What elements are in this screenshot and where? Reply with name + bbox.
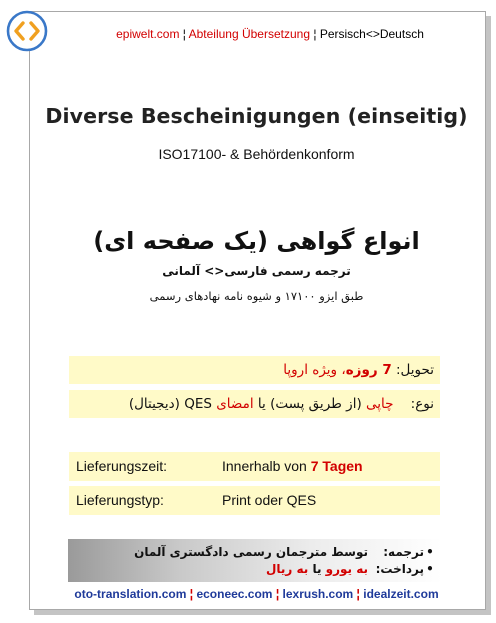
header-separator: ¦ (310, 27, 320, 41)
link-separator: ¦ (353, 587, 364, 601)
header-line (70, 27, 470, 41)
payment-euro: به یورو (325, 562, 368, 576)
code-brackets-icon (6, 10, 48, 52)
persian-delivery-label: تحویل: (391, 362, 434, 378)
footer-links (29, 587, 484, 601)
persian-type-digital: QES (دیجیتال) (128, 396, 217, 412)
document-subtitle: ISO17100- & Behördenkonform (158, 146, 355, 162)
department-name: Abteilung Übersetzung (188, 27, 311, 41)
delivery-time-label: Lieferungszeit: (76, 458, 168, 474)
persian-delivery-region: ، ویژه اروپا (283, 362, 346, 378)
header-separator: ¦ (179, 27, 189, 41)
link-econeec[interactable]: econeec.com (196, 587, 273, 601)
persian-delivery-days: 7 روزه (345, 362, 392, 378)
document-title: Diverse Bescheinigungen (einseitig) (45, 104, 468, 128)
payment-label: پرداخت: (375, 562, 424, 576)
german-delivery-box (69, 452, 440, 481)
site-name: epiwelt.com (116, 27, 180, 41)
payment-rial: به ریال (265, 562, 309, 576)
translation-label: ترجمه: (383, 545, 424, 559)
bullet: • (426, 562, 434, 576)
delivery-time-value (222, 452, 363, 481)
bullet: • (426, 545, 434, 559)
link-idealzeit[interactable]: idealzeit.com (363, 587, 439, 601)
persian-subtitle: ترجمه رسمی فارسی<> آلمانی (162, 264, 351, 278)
persian-type-label: نوع: (410, 396, 434, 412)
translation-value: توسط مترجمان رسمی دادگستری آلمان (134, 545, 368, 559)
info-box (68, 539, 442, 582)
persian-type-postal: (از طریق پست) یا (253, 396, 367, 412)
persian-type-box (69, 390, 440, 418)
german-type-box (69, 486, 440, 515)
link-separator: ¦ (272, 587, 283, 601)
link-separator: ¦ (186, 587, 197, 601)
payment-or: یا (308, 562, 326, 576)
link-lexrush[interactable]: lexrush.com (282, 587, 354, 601)
persian-standard-note: طبق ایزو ۱۷۱۰۰ و شیوه نامه نهادهای رسمی (149, 289, 364, 303)
persian-delivery-box (69, 356, 440, 384)
payment-row (266, 562, 436, 576)
persian-type-printed: چاپی (366, 396, 394, 412)
translation-row (134, 545, 436, 559)
persian-type-signature: امضای (216, 396, 254, 412)
delivery-type-label: Lieferungstyp: (76, 492, 164, 508)
delivery-type-value: Print oder QES (222, 492, 317, 508)
delivery-time-days: 7 Tagen (310, 458, 363, 474)
link-oto-translation[interactable]: oto-translation.com (74, 587, 187, 601)
persian-title: انواع گواهی (یک صفحه ای) (93, 227, 420, 255)
language-pair: Persisch<>Deutsch (319, 27, 424, 41)
delivery-time-prefix: Innerhalb von (222, 458, 311, 474)
document-card (29, 11, 486, 610)
